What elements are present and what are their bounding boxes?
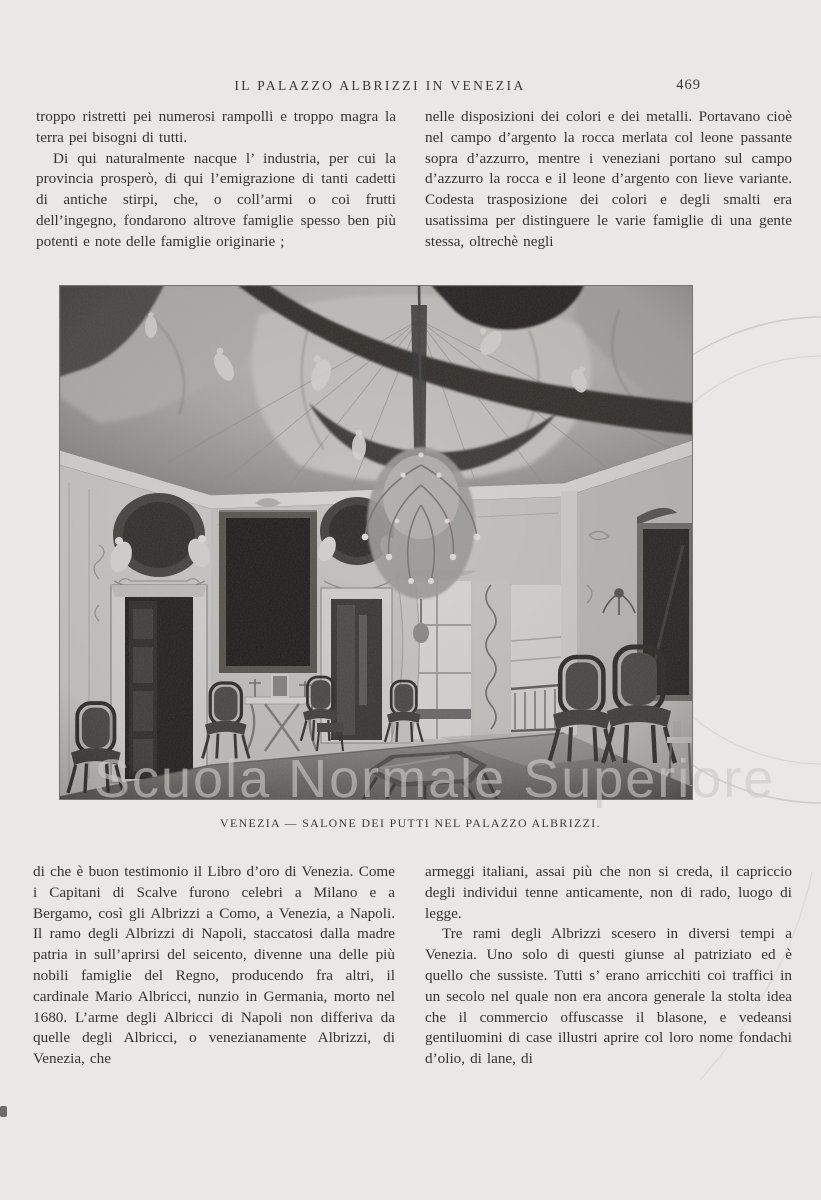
figure-caption: VENEZIA — SALONE DEI PUTTI NEL PALAZZO ALBRIZZI. bbox=[220, 816, 601, 830]
text-column-top-left bbox=[36, 107, 396, 253]
paragraph: Di qui naturalmente nacque l’ industria, per cui la provincia prosperò, di qui l’emigrazione di tanti cadetti di antiche stirpi, che, o coll’armi o coi frutti dell’ingegno, fondarono altrove famiglie spesso ben più potenti e note delle famiglie originarie ; bbox=[36, 149, 396, 250]
library-watermark: Scuola Normale Superiore bbox=[94, 749, 776, 809]
running-title: IL PALAZZO ALBRIZZI IN VENEZIA bbox=[234, 78, 526, 93]
paragraph: armeggi italiani, assai più che non si creda, il capriccio degli individui tenne anticamente, non di rado, luogo di legge. bbox=[425, 863, 792, 922]
page-number: 469 bbox=[676, 77, 701, 93]
edge-speck bbox=[0, 1106, 7, 1117]
paragraph: nelle disposizioni dei colori e dei metalli. Portavano cioè nel campo d’argento la rocca merlata col leone passante sopra d’azzurro, mentre i veneziani portano sul campo d’azzurro la rocca e il leone d’argento con lieve variante. Codesta trasposizione dei colori e degli smalti era usatissima per distinguere le varie famiglie di una gente stessa, oltrechè negli bbox=[425, 108, 792, 250]
paragraph: di che è buon testimonio il Libro d’oro di Venezia. Come i Capitani di Scalve furono celebri a Milano e a Bergamo, così gli Albrizzi a Como, a Venezia, a Napoli. Il ramo degli Albrizzi di Napoli, staccatosi dalla madre patria in sull’aprirsi del seicento, divenne una delle più nobili famiglie del Regno, producendo fra altri, il cardinale Mario Albricci, nunzio in Germania, morto nel 1680. L’arme degli Albricci di Napoli non differiva da quelle degli Albricci, o venezianamente Albrizzi, di Venezia, che bbox=[33, 863, 395, 1068]
text-column-top-right bbox=[425, 107, 792, 253]
paragraph: troppo ristretti pei numerosi rampolli e troppo magra la terra pei bisogni di tutti. bbox=[36, 108, 396, 146]
paragraph: Tre rami degli Albrizzi scesero in diversi tempi a Venezia. Uno solo di questi giunse al patriziato ed è quello che sussiste. Tutti s’ erano arricchiti coi traffici in un secolo nel quale non era ancora generale la stolta idea che il commercio offuscasse il blasone, e vedeansi gentiluomini di case illustri aprire col loro nome fondachi d’olio, di lane, di bbox=[425, 925, 792, 1068]
text-column-bottom-right bbox=[425, 862, 792, 1070]
text-column-bottom-left bbox=[33, 862, 395, 1070]
photo-illustration bbox=[59, 285, 693, 800]
salone-dei-putti-photo bbox=[59, 285, 693, 800]
